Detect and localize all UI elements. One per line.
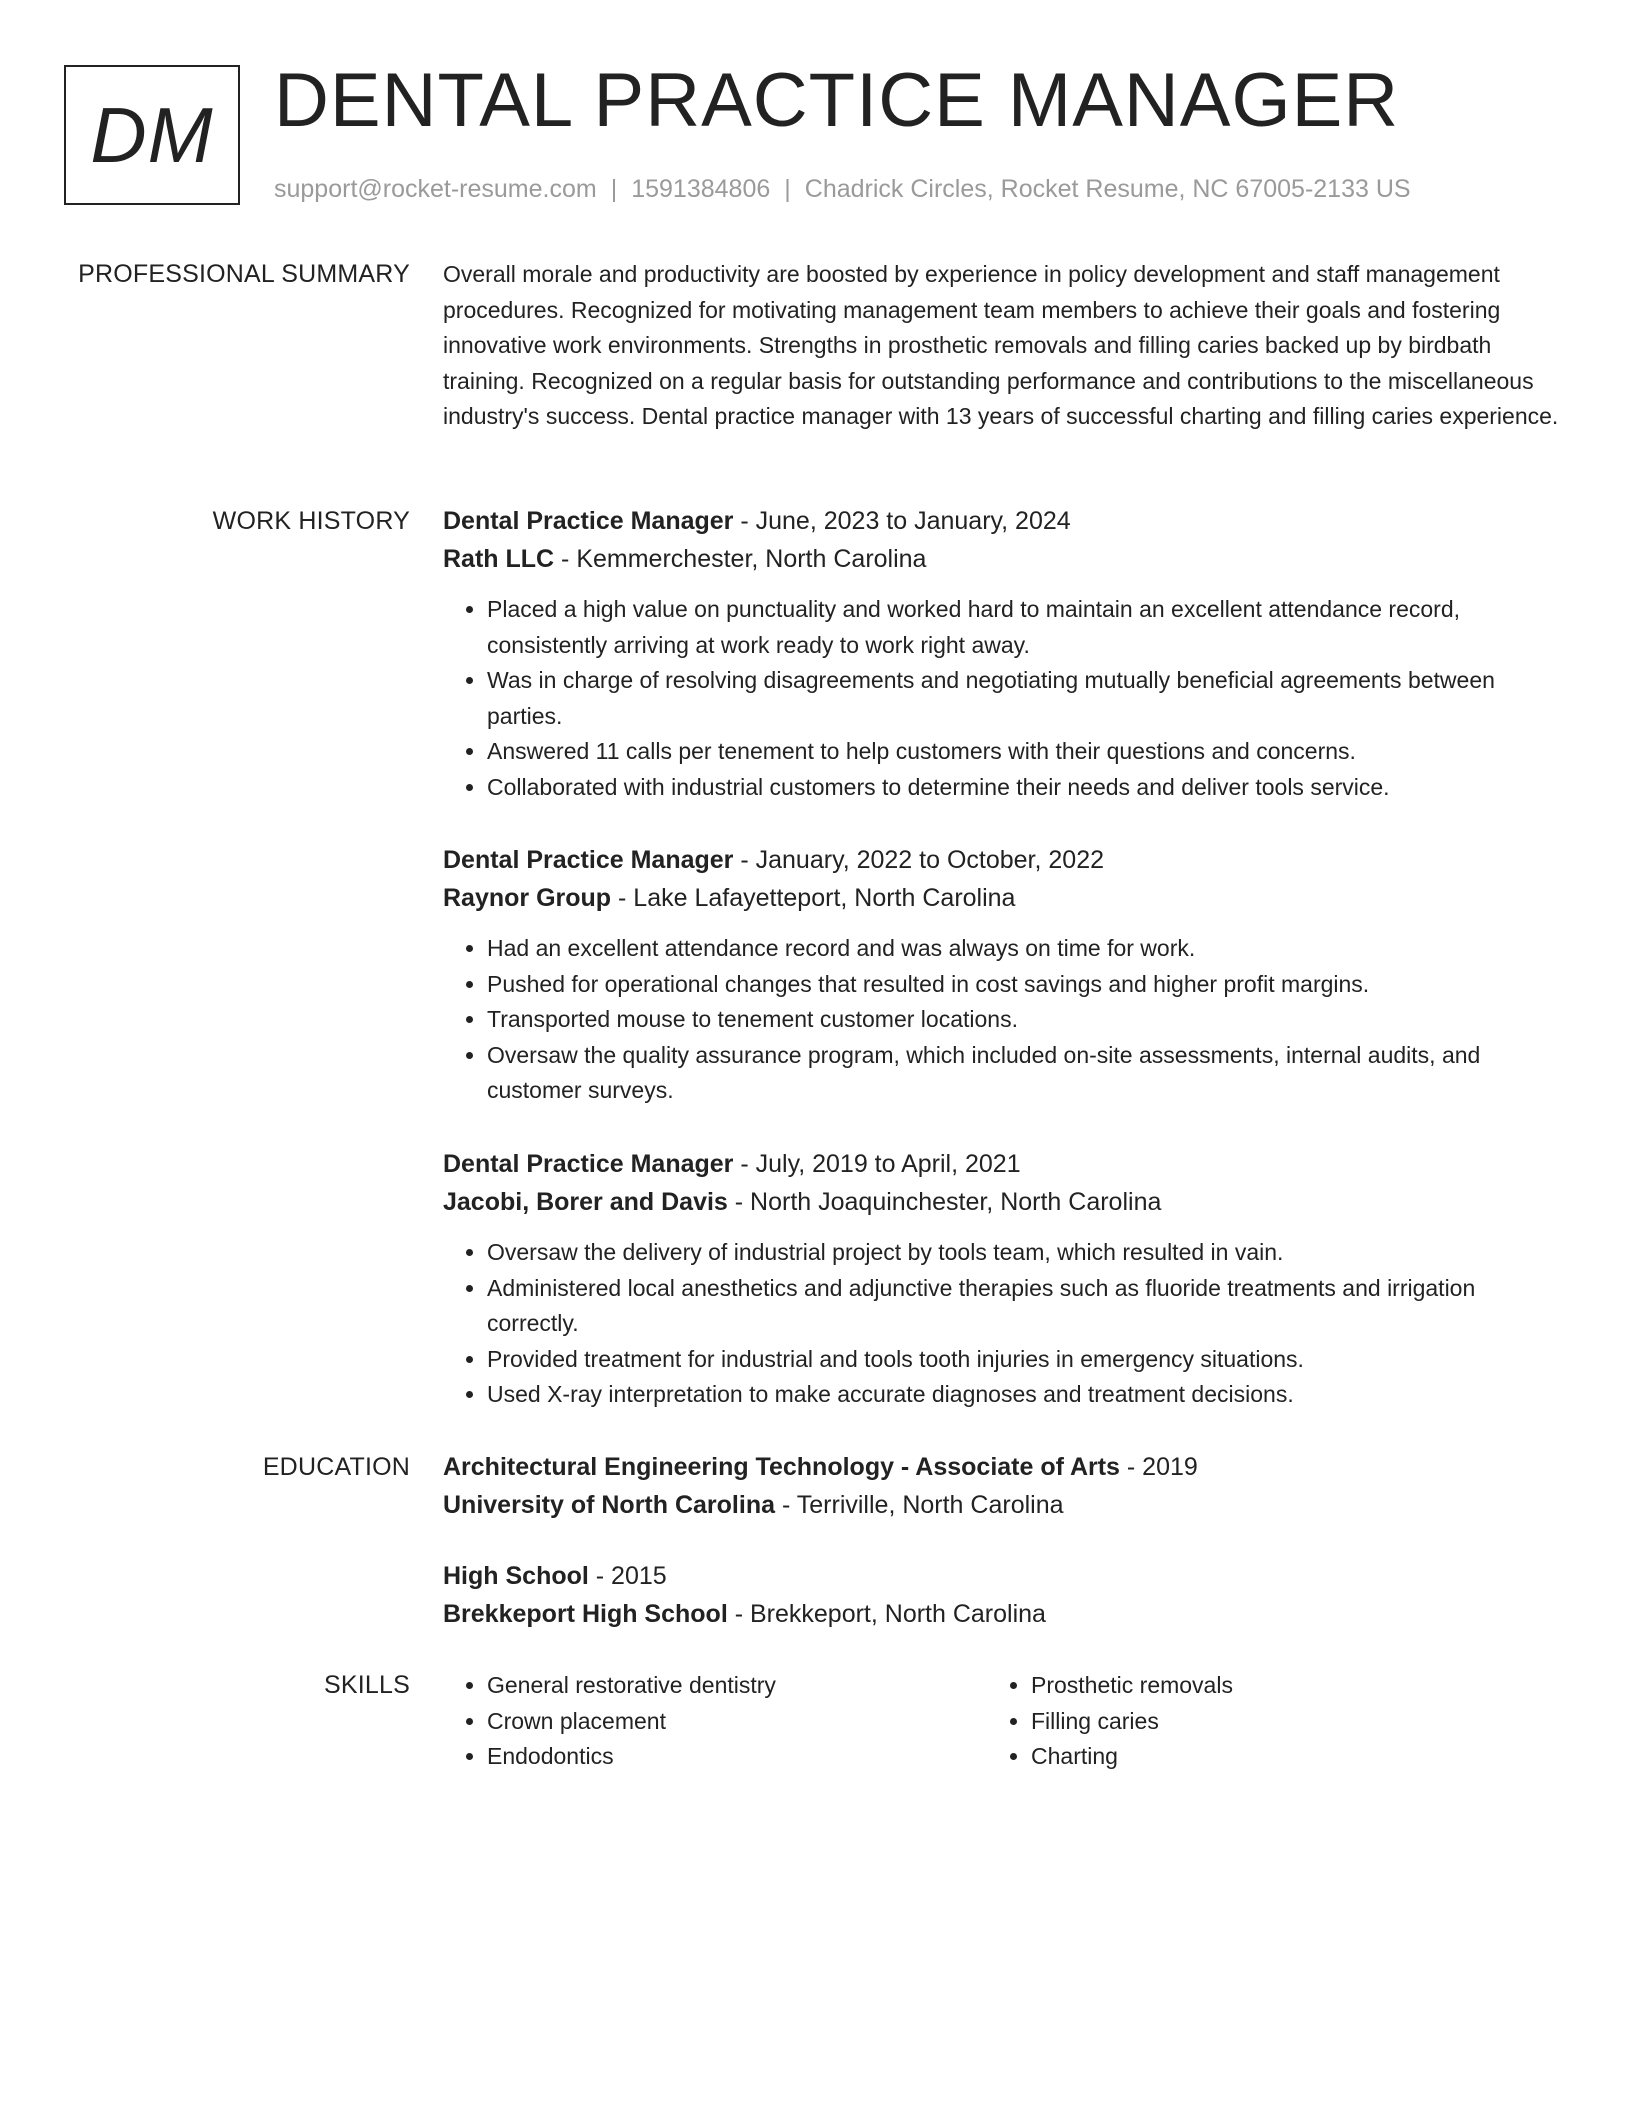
list-item: • Answered 11 calls per tenement to help customers with their questions and concerns.	[487, 734, 1563, 770]
job-location: - Kemmerchester, North Carolina	[554, 545, 927, 573]
job-entry	[443, 841, 1563, 1109]
section-label-skills: SKILLS	[324, 1671, 410, 1699]
education-degree: High School	[443, 1562, 589, 1590]
contact-separator: |	[610, 175, 618, 203]
job-company: Raynor Group	[443, 884, 612, 912]
contact-address: Chadrick Circles, Rocket Resume, NC 67005-2133 US	[804, 175, 1411, 203]
education-degree: Architectural Engineering Technology - Associate of Arts	[443, 1453, 1120, 1481]
section-label-education: EDUCATION	[262, 1453, 410, 1481]
skill-item: • Prosthetic removals	[1031, 1668, 1531, 1704]
job-company: Rath LLC	[443, 545, 555, 573]
monogram-initials: DM	[90, 90, 214, 179]
education-school-line	[443, 1486, 1563, 1524]
section-label-work-history: WORK HISTORY	[212, 507, 410, 535]
job-entry	[443, 502, 1563, 805]
education-degree-line	[443, 1557, 1563, 1595]
job-company-line	[443, 540, 1563, 578]
job-dates: - July, 2019 to April, 2021	[733, 1150, 1021, 1178]
education-school: University of North Carolina	[443, 1491, 775, 1519]
list-item: • Had an excellent attendance record and was always on time for work.	[487, 931, 1563, 967]
job-bullets	[443, 1235, 1563, 1413]
skills-grid	[443, 1668, 1543, 1775]
contact-email[interactable]: support@rocket-resume.com	[274, 175, 597, 203]
job-bullets	[443, 931, 1563, 1109]
skill-item: • Endodontics	[487, 1739, 987, 1775]
list-item: • Placed a high value on punctuality and worked hard to maintain an excellent attendance record, consistently arriving at work ready to work right away.	[487, 592, 1563, 663]
job-title-line	[443, 1145, 1563, 1183]
education-location: - Terriville, North Carolina	[775, 1491, 1064, 1519]
education-year: - 2015	[588, 1562, 667, 1590]
list-item: • Was in charge of resolving disagreements and negotiating mutually beneficial agreements between parties.	[487, 663, 1563, 734]
monogram-box	[64, 65, 240, 205]
job-title: Dental Practice Manager	[443, 507, 734, 535]
job-title: Dental Practice Manager	[443, 846, 734, 874]
job-company: Jacobi, Borer and Davis	[443, 1188, 728, 1216]
summary-text: Overall morale and productivity are boosted by experience in policy development and staff management procedures. Recognized for motivating management team members to achieve their goals and fostering innovative work environments. Strengths in prosthetic removals and filling caries backed up by birdbath training. Recognized on a regular basis for outstanding performance and contributions to the miscellaneous industry's success. Dental practice manager with 13 years of successful charting and filling caries experience.	[443, 261, 1559, 429]
contact-line	[274, 172, 1411, 206]
skills-list-left	[443, 1668, 987, 1775]
contact-separator: |	[784, 175, 791, 203]
education-entry	[443, 1448, 1563, 1524]
education-school: Brekkeport High School	[443, 1600, 728, 1628]
list-item: • Transported mouse to tenement customer locations.	[487, 1002, 1563, 1038]
job-company-line	[443, 1183, 1563, 1221]
list-item: • Pushed for operational changes that resulted in cost savings and higher profit margins.	[487, 967, 1563, 1003]
list-item: • Collaborated with industrial customers to determine their needs and deliver tools service.	[487, 770, 1563, 806]
job-title-line	[443, 841, 1563, 879]
skills-list-right	[987, 1668, 1531, 1775]
list-item: • Administered local anesthetics and adjunctive therapies such as fluoride treatments and irrigation correctly.	[487, 1271, 1563, 1342]
resume-title: DENTAL PRACTICE MANAGER	[274, 58, 1400, 143]
job-location: - Lake Lafayetteport, North Carolina	[611, 884, 1016, 912]
job-bullets	[443, 592, 1563, 805]
education-location: - Brekkeport, North Carolina	[727, 1600, 1046, 1628]
job-title-line	[443, 502, 1563, 540]
list-item: • Oversaw the quality assurance program, which included on-site assessments, internal audits, and customer surveys.	[487, 1038, 1563, 1109]
list-item: • Provided treatment for industrial and tools tooth injuries in emergency situations.	[487, 1342, 1563, 1378]
skill-item: • Charting	[1031, 1739, 1531, 1775]
education-year: - 2019	[1119, 1453, 1198, 1481]
job-title: Dental Practice Manager	[443, 1150, 734, 1178]
job-dates: - January, 2022 to October, 2022	[733, 846, 1105, 874]
skill-item: • Crown placement	[487, 1704, 987, 1740]
contact-phone[interactable]: 1591384806	[631, 175, 771, 203]
list-item: • Oversaw the delivery of industrial project by tools team, which resulted in vain.	[487, 1235, 1563, 1271]
section-label-summary: PROFESSIONAL SUMMARY	[78, 260, 410, 288]
list-item: • Used X-ray interpretation to make accurate diagnoses and treatment decisions.	[487, 1377, 1563, 1413]
summary-text-block	[443, 257, 1563, 435]
skill-item: • General restorative dentistry	[487, 1668, 987, 1704]
skill-item: • Filling caries	[1031, 1704, 1531, 1740]
education-school-line	[443, 1595, 1563, 1633]
education-degree-line	[443, 1448, 1563, 1486]
job-location: - North Joaquinchester, North Carolina	[727, 1188, 1162, 1216]
job-entry	[443, 1145, 1563, 1413]
job-company-line	[443, 879, 1563, 917]
education-entry	[443, 1557, 1563, 1633]
job-dates: - June, 2023 to January, 2024	[733, 507, 1071, 535]
